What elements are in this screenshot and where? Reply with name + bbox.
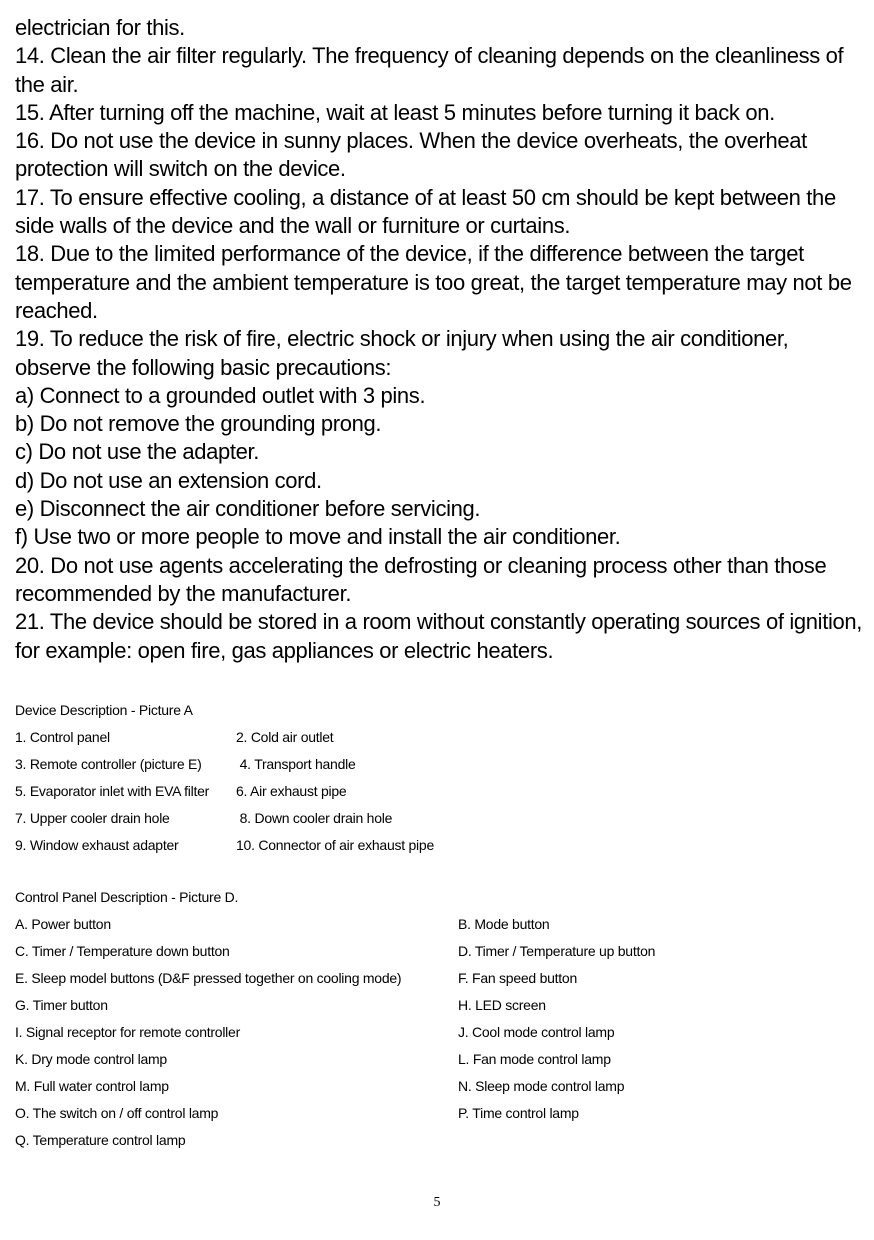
control-panel-row — [15, 969, 865, 996]
device-part-label: 1. Control panel — [15, 729, 110, 745]
control-panel-label: L. Fan mode control lamp — [458, 1051, 611, 1067]
instruction-line: b) Do not remove the grounding prong. — [15, 411, 382, 437]
device-part-label: 7. Upper cooler drain hole — [15, 810, 170, 826]
control-panel-row — [15, 996, 865, 1023]
control-panel-label: O. The switch on / off control lamp — [15, 1105, 219, 1121]
instruction-line: e) Disconnect the air conditioner before servicing. — [15, 496, 481, 522]
control-panel-label: D. Timer / Temperature up button — [458, 943, 656, 959]
device-part-label: 6. Air exhaust pipe — [236, 783, 347, 799]
device-description-heading: Device Description - Picture A — [15, 702, 193, 718]
page-number: 5 — [433, 1195, 441, 1210]
device-part-row — [15, 755, 715, 782]
safety-instructions — [15, 14, 865, 665]
control-panel-label: B. Mode button — [458, 916, 550, 932]
control-panel-label: N. Sleep mode control lamp — [458, 1078, 625, 1094]
control-panel-label: H. LED screen — [458, 997, 546, 1013]
device-description — [15, 701, 715, 863]
control-panel-row — [15, 1104, 865, 1131]
control-panel-heading: Control Panel Description - Picture D. — [15, 889, 239, 905]
instruction-line: electrician for this. — [15, 15, 185, 40]
device-part-label: 9. Window exhaust adapter — [15, 837, 179, 853]
device-part-label: 3. Remote controller (picture E) — [15, 756, 202, 772]
instruction-line: 16. Do not use the device in sunny places. When the device overheats, the overheat protection will switch on the device. — [15, 128, 807, 182]
instruction-line: a) Connect to a grounded outlet with 3 pins. — [15, 382, 426, 408]
device-part-row — [15, 836, 715, 863]
instruction-line: 14. Clean the air filter regularly. The frequency of cleaning depends on the cleanliness of the air. — [15, 43, 844, 97]
instruction-line: 17. To ensure effective cooling, a distance of at least 50 cm should be kept between the side walls of the device and the wall or furniture or curtains. — [15, 184, 836, 239]
control-panel-row — [15, 1131, 865, 1158]
control-panel-label: M. Full water control lamp — [15, 1078, 169, 1094]
instruction-line: 19. To reduce the risk of fire, electric shock or injury when using the air conditioner, observe the following basic precautions: — [15, 326, 789, 380]
control-panel-label: A. Power button — [15, 916, 111, 932]
device-part-label: 8. Down cooler drain hole — [236, 810, 393, 826]
device-part-row — [15, 809, 715, 836]
control-panel-row — [15, 1023, 865, 1050]
control-panel-label: K. Dry mode control lamp — [15, 1051, 167, 1067]
instruction-line: d) Do not use an extension cord. — [15, 467, 322, 493]
instruction-line: 18. Due to the limited performance of the device, if the difference between the target temperature and the ambient temperature is too great, the target temperature may not be reached. — [15, 241, 852, 323]
device-part-label: 10. Connector of air exhaust pipe — [236, 837, 434, 853]
control-panel-row — [15, 915, 865, 942]
control-panel-description — [15, 888, 865, 1158]
control-panel-label: F. Fan speed button — [458, 970, 578, 986]
instruction-line: f) Use two or more people to move and install the air conditioner. — [15, 524, 621, 550]
device-part-row — [15, 782, 715, 809]
control-panel-label: P. Time control lamp — [458, 1105, 579, 1121]
control-panel-row — [15, 1050, 865, 1077]
control-panel-label: J. Cool mode control lamp — [458, 1024, 615, 1040]
control-panel-label: G. Timer button — [15, 997, 108, 1013]
control-panel-label: I. Signal receptor for remote controller — [15, 1024, 240, 1040]
control-panel-row — [15, 1077, 865, 1104]
instruction-line: 21. The device should be stored in a room without constantly operating sources of ignition, for example: open fire, gas appliances or electric heaters. — [15, 609, 863, 663]
instruction-line: 15. After turning off the machine, wait at least 5 minutes before turning it back on. — [15, 99, 775, 125]
control-panel-label: E. Sleep model buttons (D&F pressed together on cooling mode) — [15, 970, 402, 986]
instruction-line: c) Do not use the adapter. — [15, 439, 260, 465]
control-panel-row — [15, 942, 865, 969]
device-part-label: 4. Transport handle — [236, 756, 356, 772]
control-panel-label: C. Timer / Temperature down button — [15, 943, 230, 959]
control-panel-label: Q. Temperature control lamp — [15, 1132, 186, 1148]
device-part-label: 5. Evaporator inlet with EVA filter — [15, 783, 210, 799]
device-part-row — [15, 728, 715, 755]
instruction-line: 20. Do not use agents accelerating the defrosting or cleaning process other than those recommended by the manufacturer. — [15, 552, 827, 606]
device-part-label: 2. Cold air outlet — [236, 729, 334, 745]
